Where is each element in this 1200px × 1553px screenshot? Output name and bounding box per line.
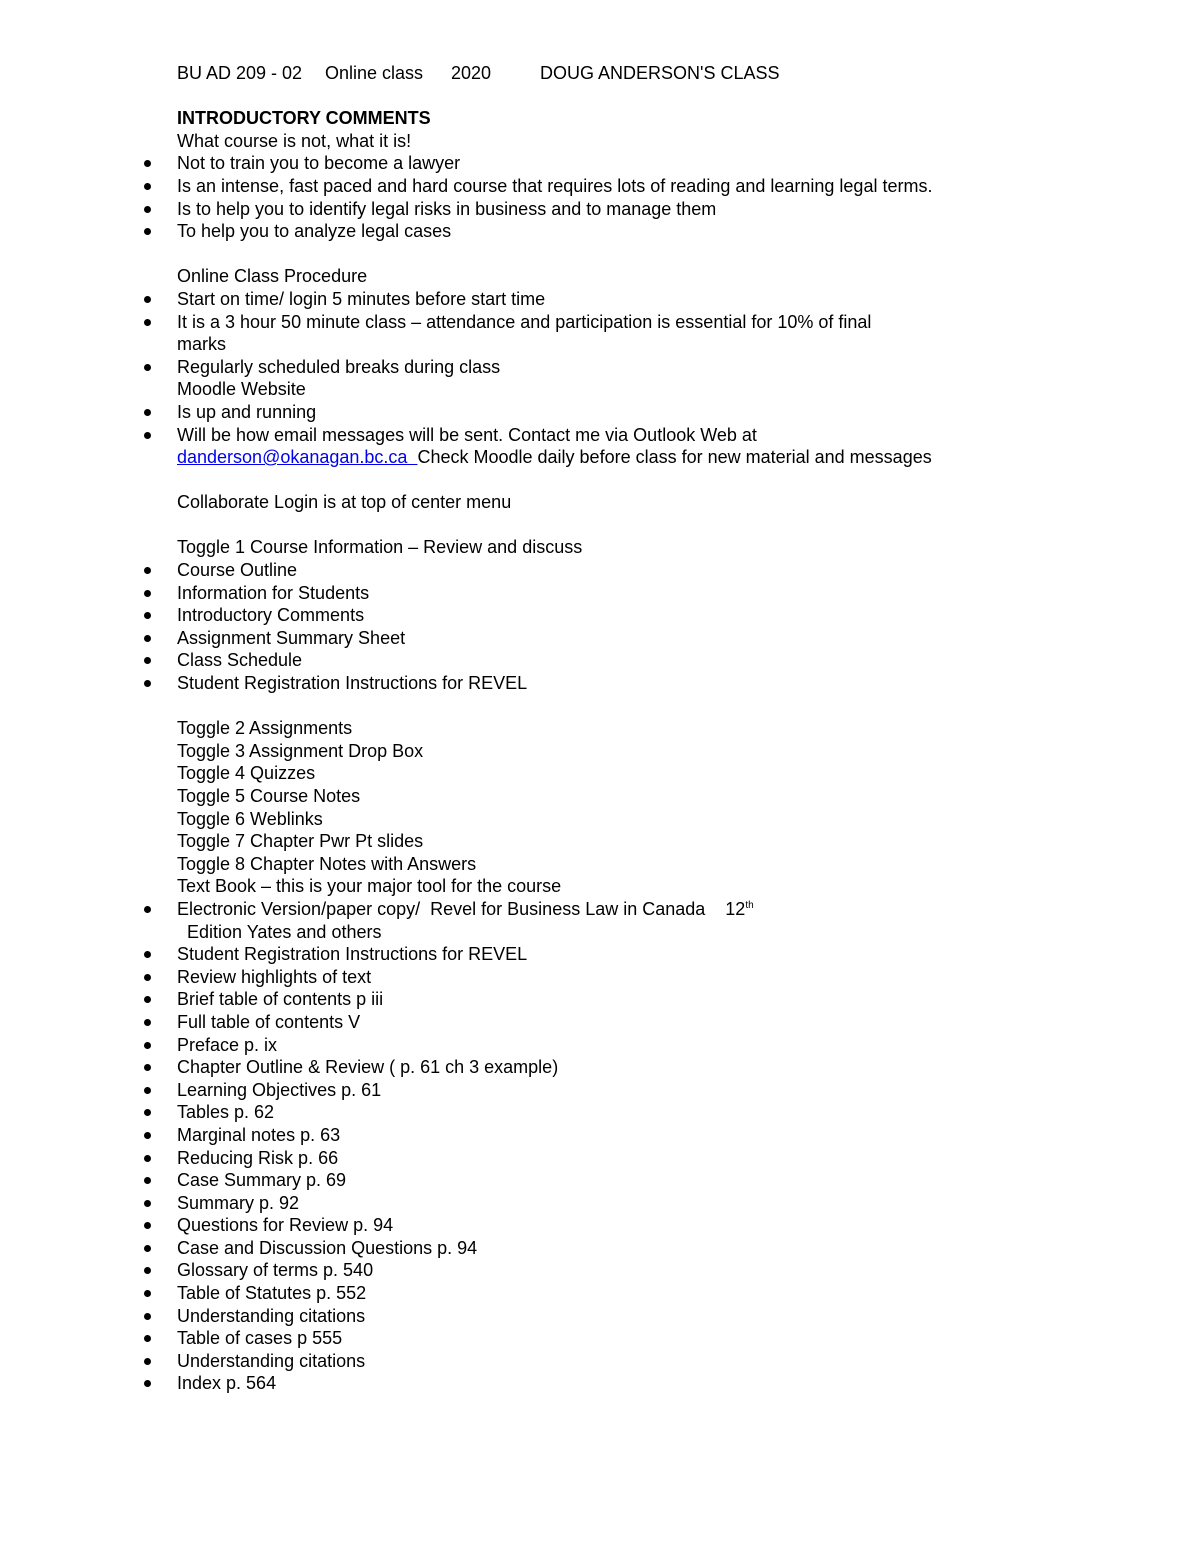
list-item: Learning Objectives p. 61: [177, 1079, 1037, 1102]
moodle-email-text: Will be how email messages will be sent. Contact me via Outlook Web at: [177, 424, 757, 445]
list-item: Glossary of terms p. 540: [177, 1259, 1037, 1282]
list-item: Review highlights of text: [177, 966, 957, 989]
toggle-line: Toggle 5 Course Notes: [177, 786, 361, 806]
list-item: Marginal notes p. 63: [177, 1124, 1037, 1147]
list-item: Course Outline: [177, 559, 1037, 582]
intro-list: [177, 152, 957, 242]
list-item: Understanding citations: [177, 1350, 1037, 1373]
list-item: Preface p. ix: [177, 1034, 1037, 1057]
list-item: Questions for Review p. 94: [177, 1214, 1037, 1237]
textbook-heading: Text Book – this is your major tool for the course: [177, 876, 562, 897]
edition-superscript: th: [745, 899, 754, 911]
list-item: Reducing Risk p. 66: [177, 1147, 1037, 1170]
course-code: BU AD 209 - 02: [177, 63, 303, 83]
list-item: Introductory Comments: [177, 604, 1037, 627]
textbook-edition-tail: Edition Yates and others: [177, 921, 382, 942]
textbook-sub-list-2: [177, 1259, 1037, 1304]
intro-title: INTRODUCTORY COMMENTS: [177, 108, 431, 129]
toggle-line: Toggle 7 Chapter Pwr Pt slides: [177, 831, 424, 852]
collaborate-note: Collaborate Login is at top of center menu: [177, 492, 512, 513]
list-item: Is an intense, fast paced and hard course that requires lots of reading and learning legal terms.: [177, 175, 957, 198]
list-item: Class Schedule: [177, 649, 1037, 672]
list-item: Is up and running: [177, 401, 957, 424]
procedure-list: [177, 288, 897, 378]
list-item: Table of cases p 555: [177, 1327, 1037, 1350]
toggle-line: Toggle 6 Weblinks: [177, 808, 323, 829]
outline-sub-list: [177, 1079, 1037, 1260]
list-item: It is a 3 hour 50 minute class – attendance and participation is essential for 10% of final marks: [177, 311, 897, 356]
list-item: Start on time/ login 5 minutes before start time: [177, 288, 897, 311]
email-link[interactable]: danderson@okanagan.bc.ca: [177, 447, 408, 468]
list-item: Brief table of contents p iii: [177, 988, 1037, 1011]
list-item: Index p. 564: [177, 1372, 1037, 1395]
textbook-sub-list: [177, 988, 1037, 1078]
list-item: Student Registration Instructions for REVEL: [177, 672, 1037, 695]
list-item: Case and Discussion Questions p. 94: [177, 1237, 1037, 1260]
list-item: Assignment Summary Sheet: [177, 627, 1037, 650]
list-item: [177, 898, 957, 943]
moodle-heading: Moodle Website: [177, 379, 306, 400]
list-item: Full table of contents V: [177, 1011, 1037, 1034]
textbook-sub-list-3: [177, 1327, 1037, 1350]
list-item: Case Summary p. 69: [177, 1169, 1037, 1192]
toggle1-heading: Toggle 1 Course Information – Review and discuss: [177, 537, 583, 558]
list-item: Tables p. 62: [177, 1101, 1037, 1124]
textbook-sub-list-4: [177, 1372, 1037, 1395]
list-item: Summary p. 92: [177, 1192, 1037, 1215]
document-page: [177, 62, 1037, 1395]
moodle-check-text: Check Moodle daily before class for new material and messages: [417, 447, 932, 468]
list-item: Regularly scheduled breaks during class: [177, 356, 897, 379]
toggle-line: Toggle 8 Chapter Notes with Answers: [177, 853, 477, 874]
textbook-edition-text: Electronic Version/paper copy/ Revel for Business Law in Canada 12: [177, 898, 746, 919]
procedure-heading: Online Class Procedure: [177, 266, 368, 287]
list-item: [177, 424, 957, 469]
textbook-list: [177, 898, 957, 988]
cases-sub-list: [177, 1350, 1037, 1373]
list-item: Table of Statutes p. 552: [177, 1282, 1037, 1305]
list-item: Understanding citations: [177, 1305, 1037, 1328]
document-header: [177, 62, 1037, 85]
toggle-line: Toggle 3 Assignment Drop Box: [177, 740, 424, 761]
intro-subtitle: What course is not, what it is!: [177, 130, 412, 151]
class-mode: Online class: [325, 63, 424, 83]
class-year: 2020: [451, 63, 492, 83]
toggle-line: Toggle 4 Quizzes: [177, 763, 316, 784]
list-item: To help you to analyze legal cases: [177, 220, 957, 243]
list-item: Not to train you to become a lawyer: [177, 152, 957, 175]
list-item: Chapter Outline & Review ( p. 61 ch 3 example): [177, 1056, 1037, 1079]
statutes-sub-list: [177, 1305, 1037, 1328]
toggle-line: Toggle 2 Assignments: [177, 718, 353, 739]
list-item: Student Registration Instructions for REVEL: [177, 943, 957, 966]
list-item: Information for Students: [177, 582, 1037, 605]
moodle-list: [177, 401, 957, 469]
list-item: Is to help you to identify legal risks in business and to manage them: [177, 198, 957, 221]
instructor-name: DOUG ANDERSON'S CLASS: [540, 63, 780, 83]
toggle1-list: [177, 559, 1037, 695]
